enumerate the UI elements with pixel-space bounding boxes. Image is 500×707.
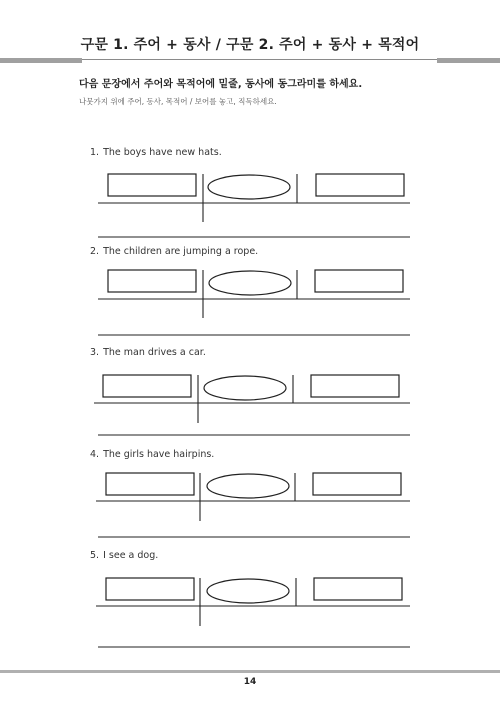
subject-box[interactable] <box>106 473 194 495</box>
exercise-sentence: I see a dog. <box>103 550 159 561</box>
object-box[interactable] <box>311 375 399 397</box>
object-box[interactable] <box>316 174 404 196</box>
exercise-number: 4. <box>90 449 100 460</box>
exercise-3 <box>0 347 500 447</box>
title-rule <box>82 59 437 60</box>
exercise-sentence: The children are jumping a rope. <box>103 246 259 257</box>
subject-box[interactable] <box>108 270 196 292</box>
title-bar-right <box>437 58 500 63</box>
exercise-sentence: The girls have hairpins. <box>103 449 215 460</box>
title-bar-left <box>0 58 82 63</box>
object-box[interactable] <box>313 473 401 495</box>
object-box[interactable] <box>315 270 403 292</box>
exercise-number: 5. <box>90 550 100 561</box>
sentence-diagram <box>0 147 500 247</box>
verb-oval[interactable] <box>204 376 286 400</box>
exercise-4 <box>0 449 500 549</box>
exercise-number: 2. <box>90 246 100 257</box>
exercise-5 <box>0 550 500 650</box>
sentence-diagram <box>0 246 500 346</box>
instruction-sub: 나뭇가지 위에 주어, 동사, 목적어 / 보어를 놓고, 직독하세요. <box>79 97 277 106</box>
sentence-diagram <box>0 347 500 447</box>
sentence-diagram <box>0 550 500 650</box>
verb-oval[interactable] <box>207 579 289 603</box>
page-title: 구문 1. 주어 + 동사 / 구문 2. 주어 + 동사 + 목적어 <box>80 37 420 53</box>
exercise-number: 1. <box>90 147 100 158</box>
subject-box[interactable] <box>108 174 196 196</box>
subject-box[interactable] <box>103 375 191 397</box>
verb-oval[interactable] <box>207 474 289 498</box>
object-box[interactable] <box>314 578 402 600</box>
sentence-diagram <box>0 449 500 549</box>
page-number: 14 <box>243 677 257 687</box>
exercise-number: 3. <box>90 347 100 358</box>
footer-bar <box>0 670 500 673</box>
exercise-sentence: The boys have new hats. <box>103 147 222 158</box>
exercise-1 <box>0 147 500 247</box>
exercise-2 <box>0 246 500 346</box>
verb-oval[interactable] <box>209 271 291 295</box>
instruction-main: 다음 문장에서 주어와 목적어에 밑줄, 동사에 동그라미를 하세요. <box>79 79 363 90</box>
subject-box[interactable] <box>106 578 194 600</box>
verb-oval[interactable] <box>208 175 290 199</box>
exercise-sentence: The man drives a car. <box>103 347 206 358</box>
